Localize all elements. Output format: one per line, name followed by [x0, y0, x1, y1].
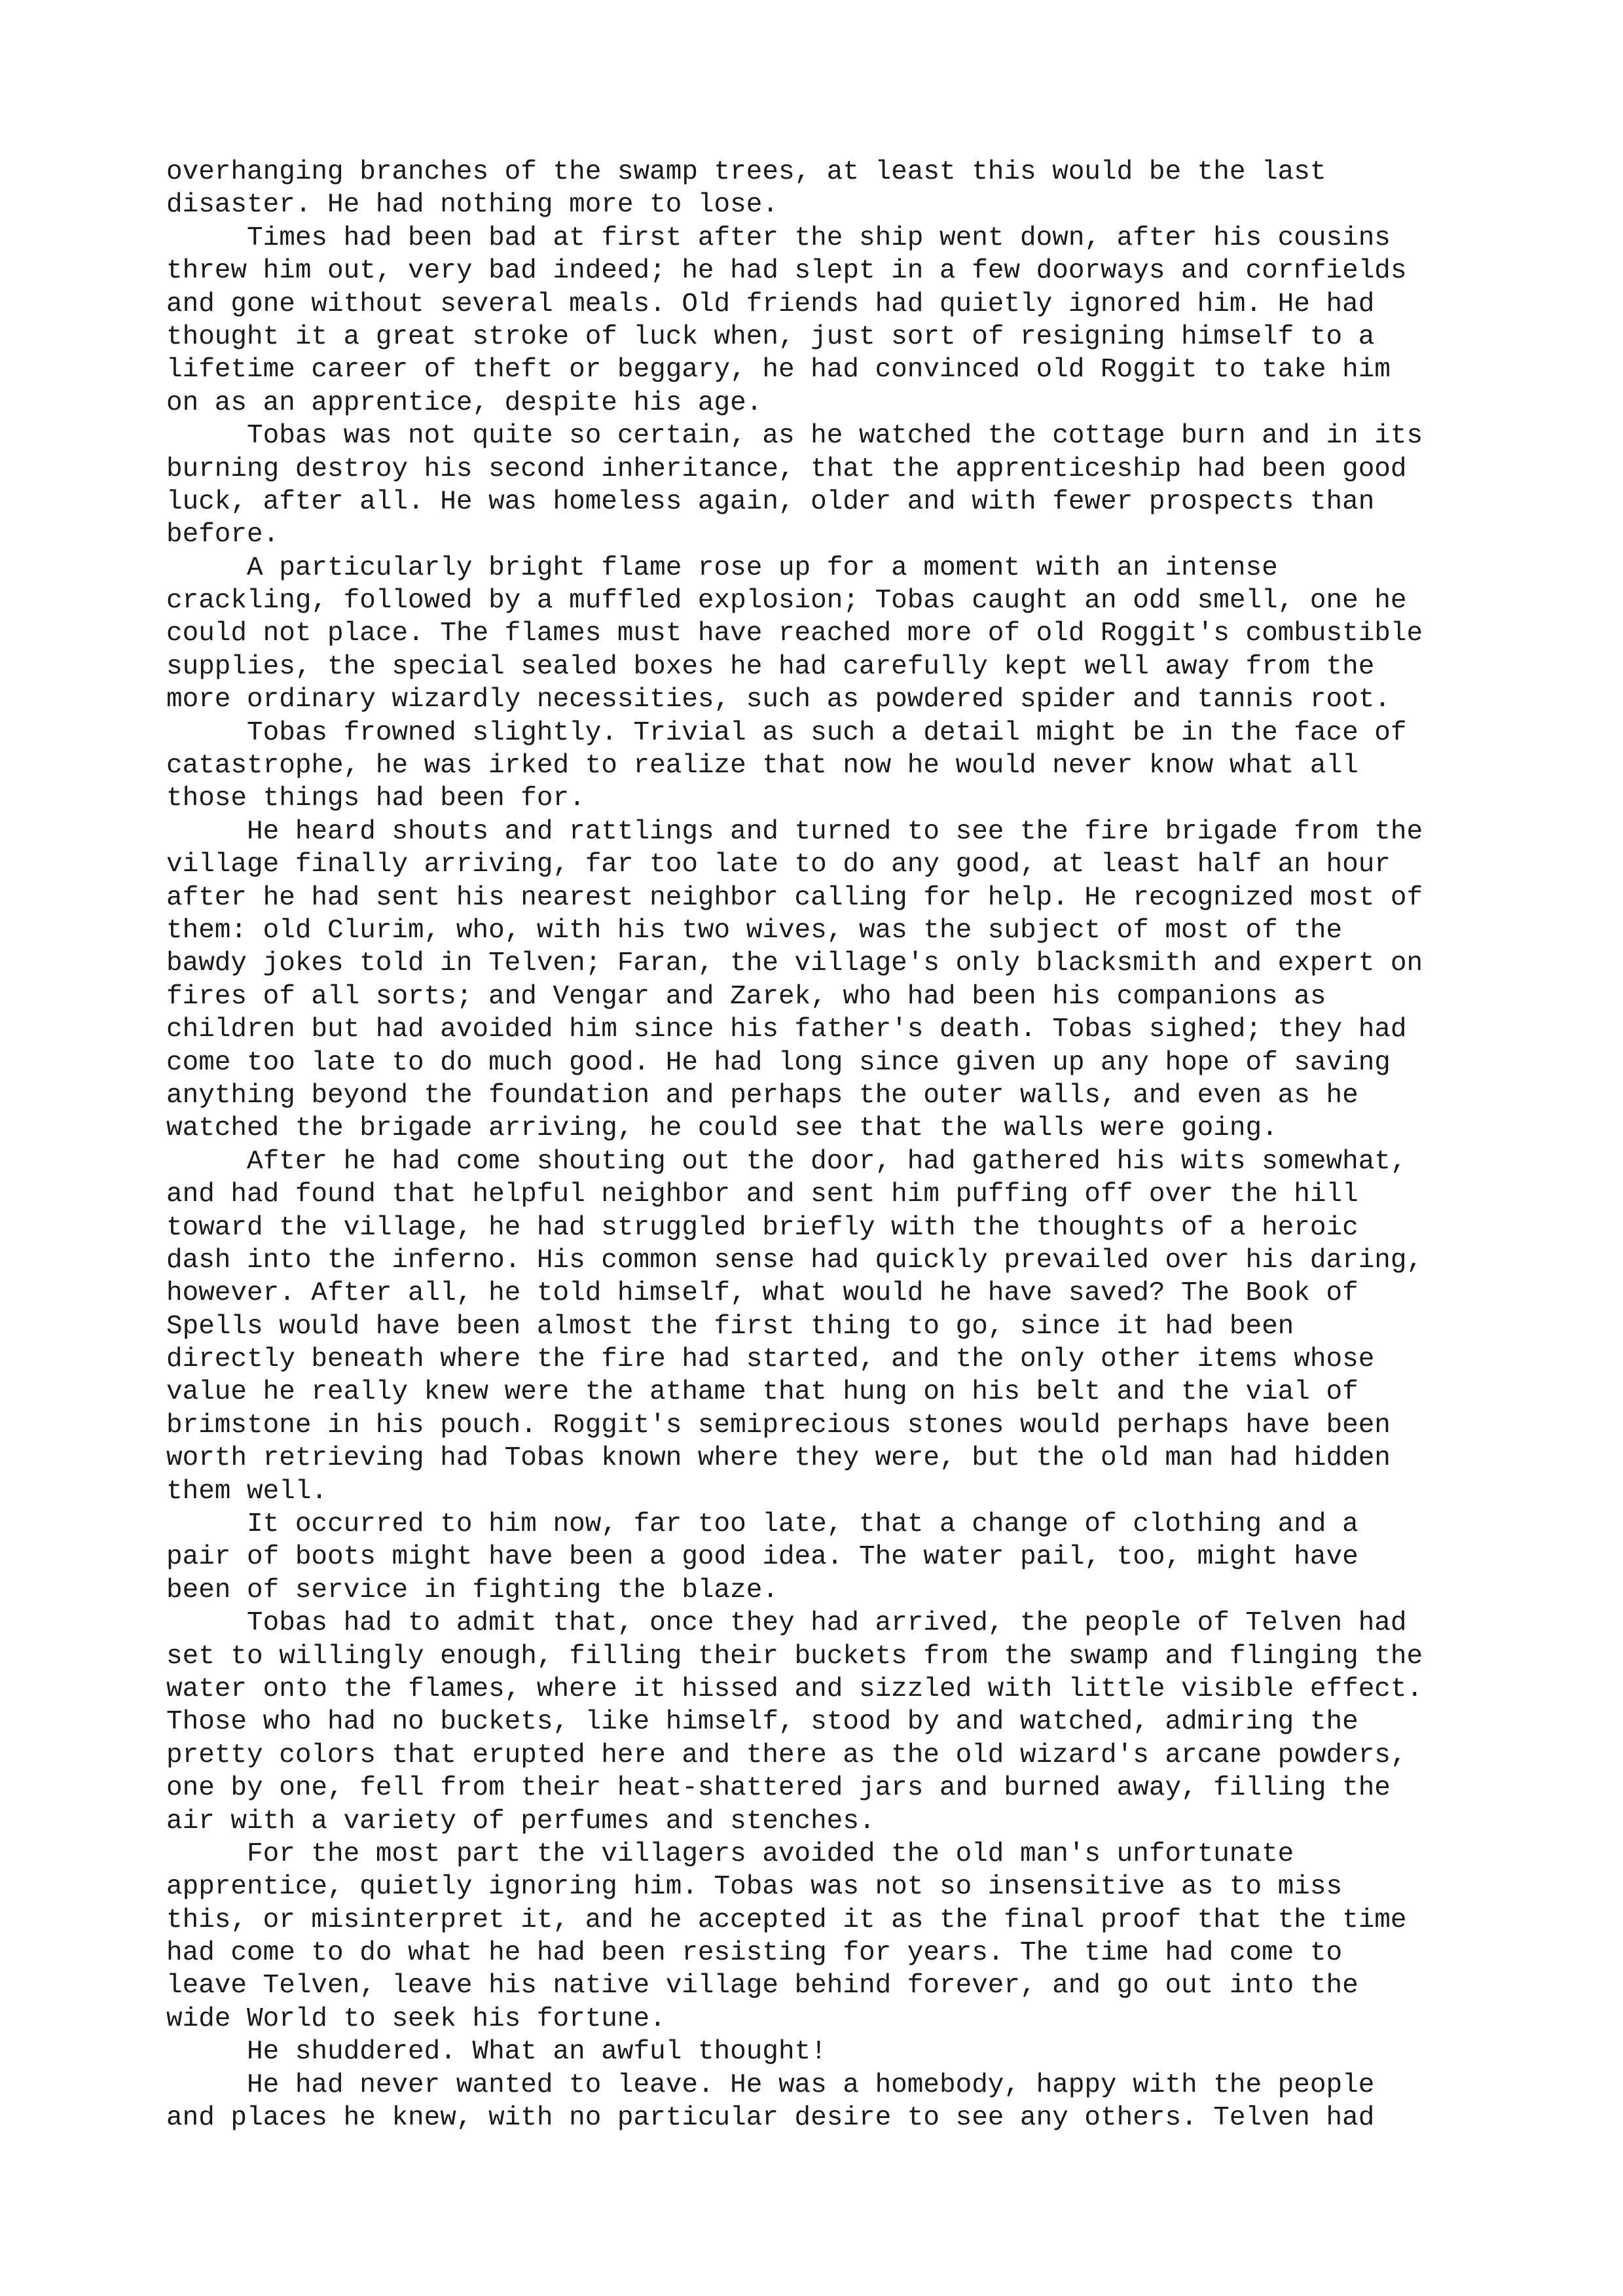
- text-line: children but had avoided him since his father's death. Tobas sighed; they had: [166, 1014, 1407, 1045]
- text-line: watched the brigade arriving, he could see that the walls were going.: [166, 1113, 1278, 1144]
- text-line: After he had come shouting out the door, had gathered his wits somewhat,: [166, 1146, 1407, 1177]
- text-line: Tobas had to admit that, once they had arrived, the people of Telven had: [166, 1608, 1407, 1639]
- text-line: pair of boots might have been a good idea. The water pail, too, might have: [166, 1542, 1359, 1573]
- text-line: one by one, fell from their heat-shattered jars and burned away, filling the: [166, 1773, 1391, 1804]
- text-line: worth retrieving had Tobas known where they were, but the old man had hidden: [166, 1443, 1391, 1474]
- text-line: set to willingly enough, filling their buckets from the swamp and flinging the: [166, 1641, 1423, 1672]
- text-line: He had never wanted to leave. He was a homebody, happy with the people: [166, 2070, 1375, 2100]
- text-line: village finally arriving, far too late to do any good, at least half an hour: [166, 850, 1391, 880]
- text-line: more ordinary wizardly necessities, such as powdered spider and tannis root.: [166, 685, 1391, 715]
- text-line: burning destroy his second inheritance, that the apprenticeship had been good: [166, 454, 1407, 484]
- text-line: He heard shouts and rattlings and turned to see the fire brigade from the: [166, 816, 1423, 847]
- text-line: pretty colors that erupted here and there as the old wizard's arcane powders,: [166, 1740, 1407, 1770]
- text-line: brimstone in his pouch. Roggit's semiprecious stones would perhaps have been: [166, 1410, 1391, 1441]
- text-line: them: old Clurim, who, with his two wives, was the subject of most of the: [166, 915, 1343, 946]
- text-line: Spells would have been almost the first thing to go, since it had been: [166, 1311, 1294, 1342]
- text-line: had come to do what he had been resisting for years. The time had come to: [166, 1938, 1343, 1969]
- text-line: on as an apprentice, despite his age.: [166, 387, 763, 418]
- text-line: directly beneath where the fire had started, and the only other items whose: [166, 1344, 1375, 1375]
- text-line: and had found that helpful neighbor and sent him puffing off over the hill: [166, 1179, 1359, 1210]
- text-line: disaster. He had nothing more to lose.: [166, 190, 778, 221]
- text-line: value he really knew were the athame that hung on his belt and the vial of: [166, 1377, 1359, 1408]
- text-line: catastrophe, he was irked to realize that now he would never know what all: [166, 751, 1359, 781]
- text-line: crackling, followed by a muffled explosion; Tobas caught an odd smell, one he: [166, 586, 1407, 617]
- text-line: air with a variety of perfumes and stenches.: [166, 1806, 875, 1837]
- text-line: and gone without several meals. Old friends had quietly ignored him. He had: [166, 289, 1375, 319]
- text-line: dash into the inferno. His common sense had quickly prevailed over his daring,: [166, 1245, 1423, 1276]
- text-line: supplies, the special sealed boxes he had carefully kept well away from the: [166, 651, 1375, 682]
- body-text: [166, 156, 1476, 2134]
- text-line: Times had been bad at first after the ship went down, after his cousins: [166, 223, 1391, 253]
- text-line: water onto the flames, where it hissed and sizzled with little visible effect.: [166, 1674, 1423, 1704]
- text-line: anything beyond the foundation and perhaps the outer walls, and even as he: [166, 1080, 1359, 1111]
- text-line: A particularly bright flame rose up for a moment with an intense: [166, 552, 1278, 583]
- text-line: It occurred to him now, far too late, that a change of clothing and a: [166, 1509, 1359, 1540]
- text-line: overhanging branches of the swamp trees, at least this would be the last: [166, 157, 1326, 187]
- text-line: wide World to seek his fortune.: [166, 2003, 666, 2034]
- text-line: before.: [166, 520, 280, 550]
- text-line: luck, after all. He was homeless again, older and with fewer prospects than: [166, 486, 1375, 517]
- text-line: threw him out, very bad indeed; he had slept in a few doorways and cornfields: [166, 256, 1407, 287]
- text-line: those things had been for.: [166, 783, 585, 814]
- text-line: lifetime career of theft or beggary, he had convinced old Roggit to take him: [166, 355, 1391, 386]
- text-line: For the most part the villagers avoided the old man's unfortunate: [166, 1839, 1294, 1869]
- text-line: been of service in fighting the blaze.: [166, 1575, 778, 1605]
- text-line: bawdy jokes told in Telven; Faran, the village's only blacksmith and expert on: [166, 948, 1423, 979]
- text-line: leave Telven, leave his native village behind forever, and go out into the: [166, 1971, 1359, 2001]
- text-line: come too late to do much good. He had long since given up any hope of saving: [166, 1047, 1391, 1078]
- text-line: thought it a great stroke of luck when, just sort of resigning himself to a: [166, 321, 1375, 352]
- text-line: Tobas was not quite so certain, as he watched the cottage burn and in its: [166, 421, 1423, 452]
- text-line: toward the village, he had struggled briefly with the thoughts of a heroic: [166, 1212, 1359, 1243]
- text-line: could not place. The flames must have reached more of old Roggit's combustible: [166, 619, 1423, 649]
- text-line: Those who had no buckets, like himself, stood by and watched, admiring the: [166, 1707, 1359, 1738]
- text-line: He shuddered. What an awful thought!: [166, 2037, 827, 2068]
- text-line: however. After all, he told himself, what would he have saved? The Book of: [166, 1278, 1359, 1309]
- text-line: apprentice, quietly ignoring him. Tobas was not so insensitive as to miss: [166, 1872, 1343, 1903]
- text-line: this, or misinterpret it, and he accepted it as the final proof that the time: [166, 1905, 1407, 1935]
- text-line: fires of all sorts; and Vengar and Zarek, who had been his companions as: [166, 981, 1326, 1012]
- text-line: Tobas frowned slightly. Trivial as such a detail might be in the face of: [166, 717, 1407, 748]
- text-line: after he had sent his nearest neighbor calling for help. He recognized most of: [166, 882, 1423, 913]
- text-line: and places he knew, with no particular desire to see any others. Telven had: [166, 2103, 1375, 2134]
- text-line: them well.: [166, 1476, 328, 1507]
